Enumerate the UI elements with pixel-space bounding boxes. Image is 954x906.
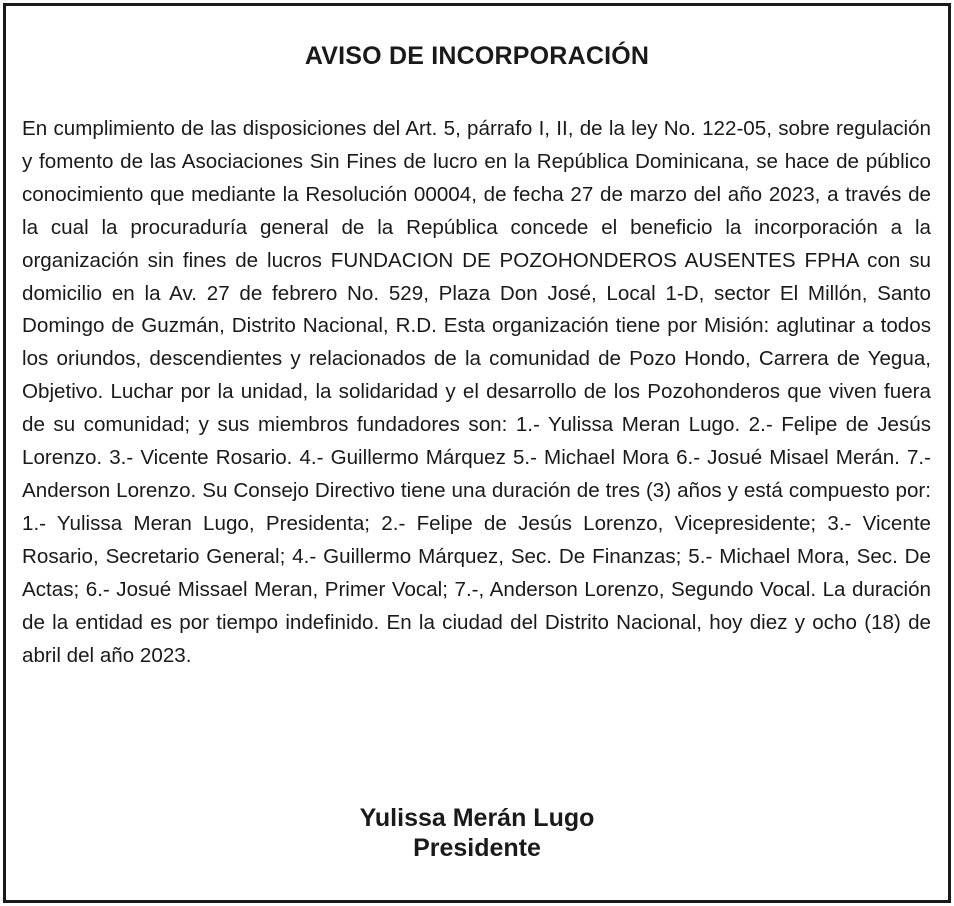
notice-body: En cumplimiento de las disposiciones del Art. 5, párrafo I, II, de la ley No. 122-05, sobre regulación y fomento de las Asociaciones Sin Fines de lucro en la República Dominicana, se hace de público conocimiento que mediante la Resolución 00004, de fecha 27 de marzo del año 2023, a través de la cual la procuraduría general de la República concede el beneficio la incorporación a la organización sin fines de lucros FUNDACION DE POZOHONDEROS AUSENTES FPHA con su domicilio en la Av. 27 de febrero No. 529, Plaza Don José, Local 1-D, sector El Millón, Santo Domingo de Guzmán, Distrito Nacional, R.D. Esta organización tiene por Misión: aglutinar a todos los oriundos, descendientes y relacionados de la comunidad de Pozo Hondo, Carrera de Yegua, Objetivo. Luchar por la unidad, la solidaridad y el desarrollo de los Pozohonderos que viven fuera de su comunidad; y sus miembros fundadores son: 1.- Yulissa Meran Lugo. 2.- Felipe de Jesús Lorenzo. 3.- Vicente Rosario. 4.- Guillermo Márquez 5.- Michael Mora 6.- Josué Misael Merán. 7.- Anderson Lorenzo. Su Consejo Directivo tiene una duración de tres (3) años y está compuesto por: 1.- Yulissa Meran Lugo, Presidenta; 2.- Felipe de Jesús Lorenzo, Vicepresidente; 3.- Vicente Rosario, Secretario General; 4.- Guillermo Márquez, Sec. De Finanzas; 5.- Michael Mora, Sec. De Actas; 6.- Josué Missael Meran, Primer Vocal; 7.-, Anderson Lorenzo, Segundo Vocal. La duración de la entidad es por tiempo indefinido. En la ciudad del Distrito Nacional, hoy diez y ocho (18) de abril del año 2023. — [22, 117, 931, 667]
signatory-name: Yulissa Merán Lugo — [359, 804, 595, 832]
notice-title: AVISO DE INCORPORACIÓN — [304, 42, 650, 70]
signatory-title: Presidente — [413, 834, 541, 862]
notice-frame — [3, 3, 951, 903]
signature-block — [6, 803, 948, 863]
